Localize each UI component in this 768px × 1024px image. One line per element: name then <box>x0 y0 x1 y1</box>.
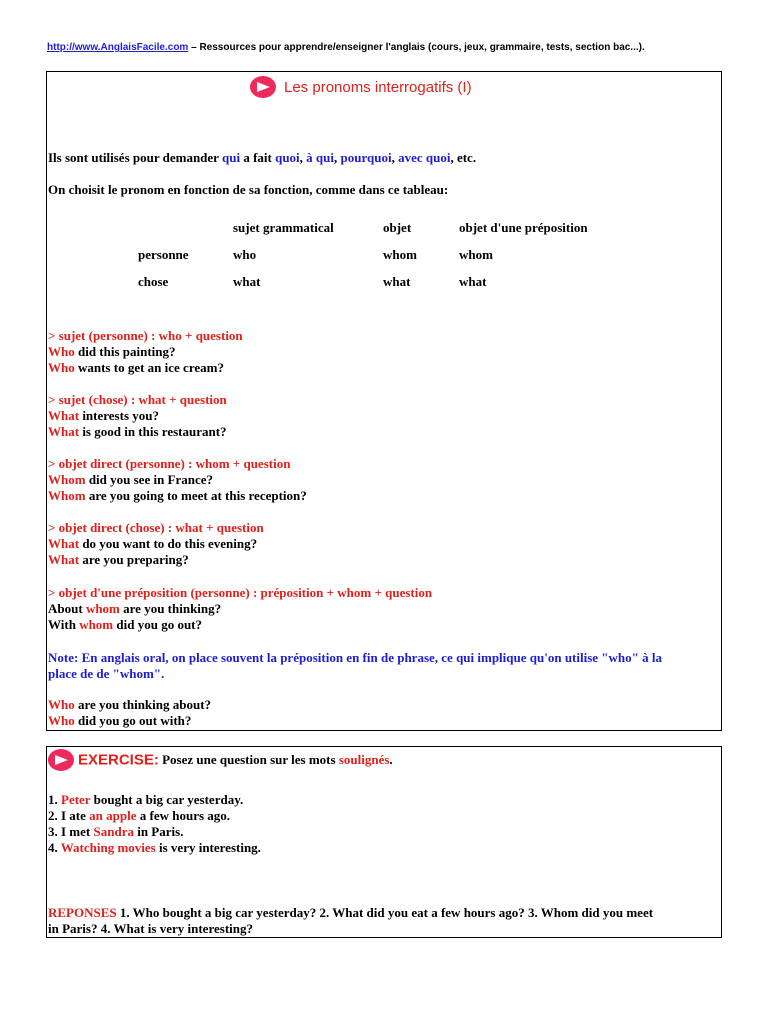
word-a-qui: à qui <box>306 150 334 165</box>
answers-text: 1. Who bought a big car yesterday? 2. What did you eat a few hours ago? 3. Whom did you meet <box>116 905 654 920</box>
example-line <box>48 617 432 633</box>
example-text: are you going to meet at this reception? <box>85 488 307 503</box>
table-header: objet d'une préposition <box>459 220 588 235</box>
table-header: sujet grammatical <box>233 220 334 235</box>
word-avec-quoi: avec quoi <box>398 150 451 165</box>
pronoun: Whom <box>48 488 86 503</box>
pronoun: Who <box>48 713 75 728</box>
example-text: did you go out? <box>113 617 203 632</box>
section-objet-personne <box>48 456 307 504</box>
example-line <box>48 408 227 424</box>
example-line <box>48 360 243 376</box>
section-sujet-chose <box>48 392 227 440</box>
intro-text: , <box>391 150 399 165</box>
item-target: Peter <box>61 792 91 807</box>
item-text: a few hours ago. <box>136 808 231 823</box>
example-line <box>48 488 307 504</box>
item-target: an apple <box>89 808 137 823</box>
exercise-items <box>48 792 261 856</box>
exercise-label: EXERCISE: <box>78 751 159 769</box>
arrow-icon <box>48 749 74 771</box>
note-line: place de de "whom". <box>48 666 165 681</box>
word-qui: qui <box>221 150 241 165</box>
item-text: in Paris. <box>133 824 184 839</box>
example-text: interests you? <box>79 408 159 423</box>
example-text: With <box>48 617 80 632</box>
answers-line: in Paris? 4. What is very interesting? <box>48 921 253 936</box>
lesson-title-text: Les pronoms interrogatifs (I) <box>284 78 472 96</box>
final-examples <box>48 697 211 729</box>
example-text: is good in this restaurant? <box>79 424 227 439</box>
intro-text: Ils sont utilisés pour demander <box>48 150 222 165</box>
exercise-header <box>48 749 393 771</box>
item-target: Watching movies <box>60 840 156 855</box>
pronoun: whom <box>79 617 114 632</box>
lesson-title <box>250 76 472 98</box>
item-target: Sandra <box>93 824 134 839</box>
example-text: About <box>48 601 86 616</box>
table-row-label: chose <box>138 274 169 289</box>
example-line <box>48 536 264 552</box>
pronoun: Who <box>48 697 75 712</box>
table-cell: whom <box>383 247 417 262</box>
example-text: wants to get an ice cream? <box>74 360 224 375</box>
section-heading: > sujet (personne) : who + question <box>48 328 243 343</box>
example-text: are you preparing? <box>79 552 189 567</box>
section-heading: > objet direct (personne) : whom + question <box>48 456 291 471</box>
section-sujet-personne <box>48 328 243 376</box>
intro-line <box>48 150 476 166</box>
item-text: 3. I met <box>48 824 94 839</box>
example-line <box>48 697 211 713</box>
example-line <box>48 601 432 617</box>
example-text: did you see in France? <box>85 472 214 487</box>
note <box>48 650 662 682</box>
word-pourquoi: pourquoi <box>340 150 392 165</box>
exercise-instruction-end: . <box>389 752 393 767</box>
example-text: did you go out with? <box>74 713 192 728</box>
table-cell: what <box>233 274 261 289</box>
table-header: objet <box>383 220 412 235</box>
section-heading: > objet d'une préposition (personne) : préposition + whom + question <box>48 585 433 600</box>
pronoun: What <box>48 536 80 551</box>
table-cell: whom <box>459 247 493 262</box>
table-intro: On choisit le pronom en fonction de sa fonction, comme dans ce tableau: <box>48 182 449 197</box>
pronoun: What <box>48 552 80 567</box>
example-text: did this painting? <box>74 344 176 359</box>
exercise-instruction: Posez une question sur les mots <box>158 752 339 767</box>
example-line <box>48 472 307 488</box>
example-text: do you want to do this evening? <box>79 536 258 551</box>
item-text: is very interesting. <box>155 840 261 855</box>
pronoun: Whom <box>48 472 86 487</box>
exercise-item <box>48 824 261 840</box>
answers <box>48 905 653 937</box>
intro-text: , <box>334 150 341 165</box>
table-cell: what <box>459 274 487 289</box>
section-heading: > objet direct (chose) : what + question <box>48 520 264 535</box>
pronoun: Who <box>48 360 75 375</box>
intro-text: , <box>299 150 307 165</box>
item-text: 4. <box>48 840 61 855</box>
exercise-item <box>48 792 261 808</box>
example-line <box>48 424 227 440</box>
section-heading: > sujet (chose) : what + question <box>48 392 227 407</box>
table-row-label: personne <box>138 247 189 262</box>
example-text: are you thinking? <box>119 601 222 616</box>
section-objet-chose <box>48 520 264 568</box>
intro-text: , etc. <box>450 150 477 165</box>
pronoun: Who <box>48 344 75 359</box>
answers-label: REPONSES <box>48 905 117 920</box>
page-header <box>47 42 737 53</box>
item-text: bought a big car yesterday. <box>90 792 244 807</box>
pronoun: whom <box>85 601 120 616</box>
exercise-item <box>48 808 261 824</box>
example-line <box>48 713 211 729</box>
example-text: are you thinking about? <box>74 697 212 712</box>
word-quoi: quoi <box>275 150 300 165</box>
example-line <box>48 344 243 360</box>
example-line <box>48 552 264 568</box>
note-line: Note: En anglais oral, on place souvent la préposition en fin de phrase, ce qui implique qu'on utilise "who" à la <box>48 650 662 665</box>
table-cell: what <box>383 274 411 289</box>
intro-text: a fait <box>240 150 276 165</box>
site-link[interactable]: http://www.AnglaisFacile.com <box>47 42 189 53</box>
section-preposition <box>48 585 432 633</box>
table-cell: who <box>233 247 257 262</box>
exercise-item <box>48 840 261 856</box>
pronoun: What <box>48 424 80 439</box>
underlined-word: soulignés <box>338 752 390 767</box>
item-text: 2. I ate <box>48 808 90 823</box>
pronoun: What <box>48 408 80 423</box>
arrow-icon <box>250 76 276 98</box>
item-text: 1. <box>48 792 61 807</box>
answers-line <box>48 905 653 921</box>
header-text: – Ressources pour apprendre/enseigner l'anglais (cours, jeux, grammaire, tests, section bac...). <box>188 42 645 53</box>
